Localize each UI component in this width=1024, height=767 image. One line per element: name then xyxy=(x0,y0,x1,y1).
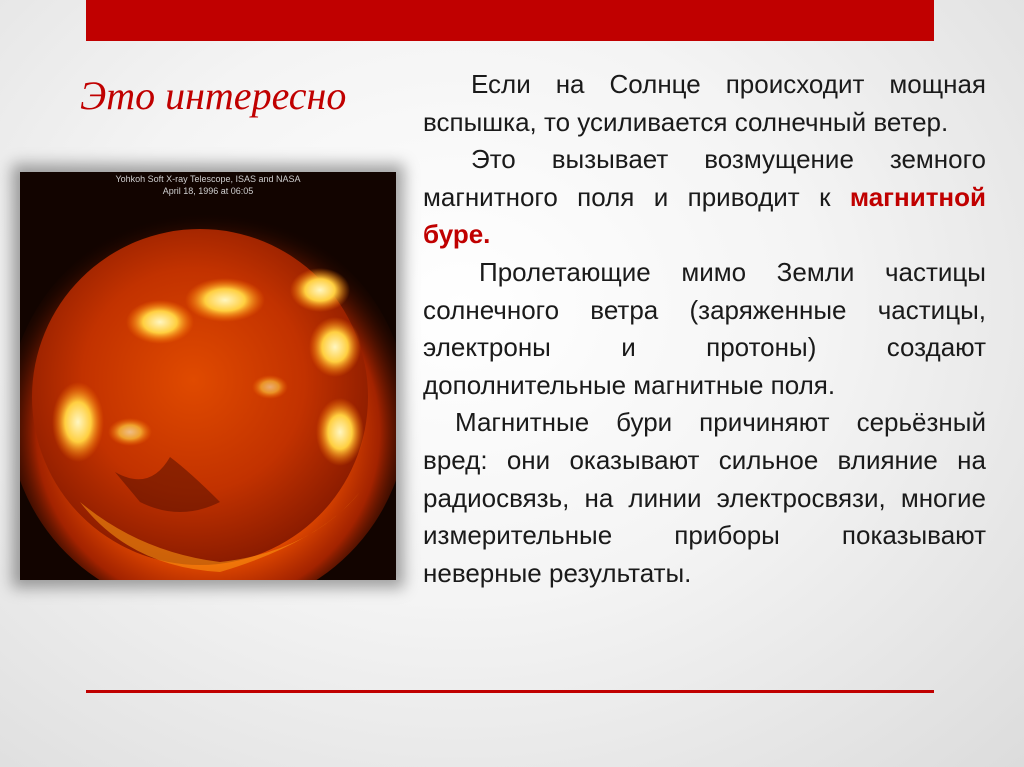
paragraph-particles: Пролетающие мимо Земли частицы солнечного ветра (заряженные частицы, электроны и протоны) создают дополнительные магнитные поля. xyxy=(423,256,986,400)
paragraph-solar-flare: Если на Солнце происходит мощная вспышка, то усиливается солнечный ветер. xyxy=(423,69,986,137)
paragraph-storm-harm: Магнитные бури причиняют серьёзный вред: они оказывают сильное влияние на радиосвязь, на линии электросвязи, многие измерительные приборы показывают неверные результаты. xyxy=(423,407,986,588)
slide-title: Это интересно xyxy=(80,73,347,118)
top-accent-bar xyxy=(86,0,934,41)
image-caption-line-2: April 18, 1996 at 06:05 xyxy=(162,186,254,196)
paragraph-magnetic-disturbance-text: Это вызывает возмущение земного магнитного поля и приводит к xyxy=(423,144,986,212)
magnetic-storm-highlight: магнитной буре. xyxy=(423,181,986,250)
sun-xray-image xyxy=(20,172,396,580)
image-caption-line-1: Yohkoh Soft X-ray Telescope, ISAS and NASA xyxy=(115,174,301,184)
bottom-divider-line xyxy=(86,690,934,693)
paragraph-magnetic-disturbance xyxy=(423,141,986,254)
body-text xyxy=(423,66,986,592)
